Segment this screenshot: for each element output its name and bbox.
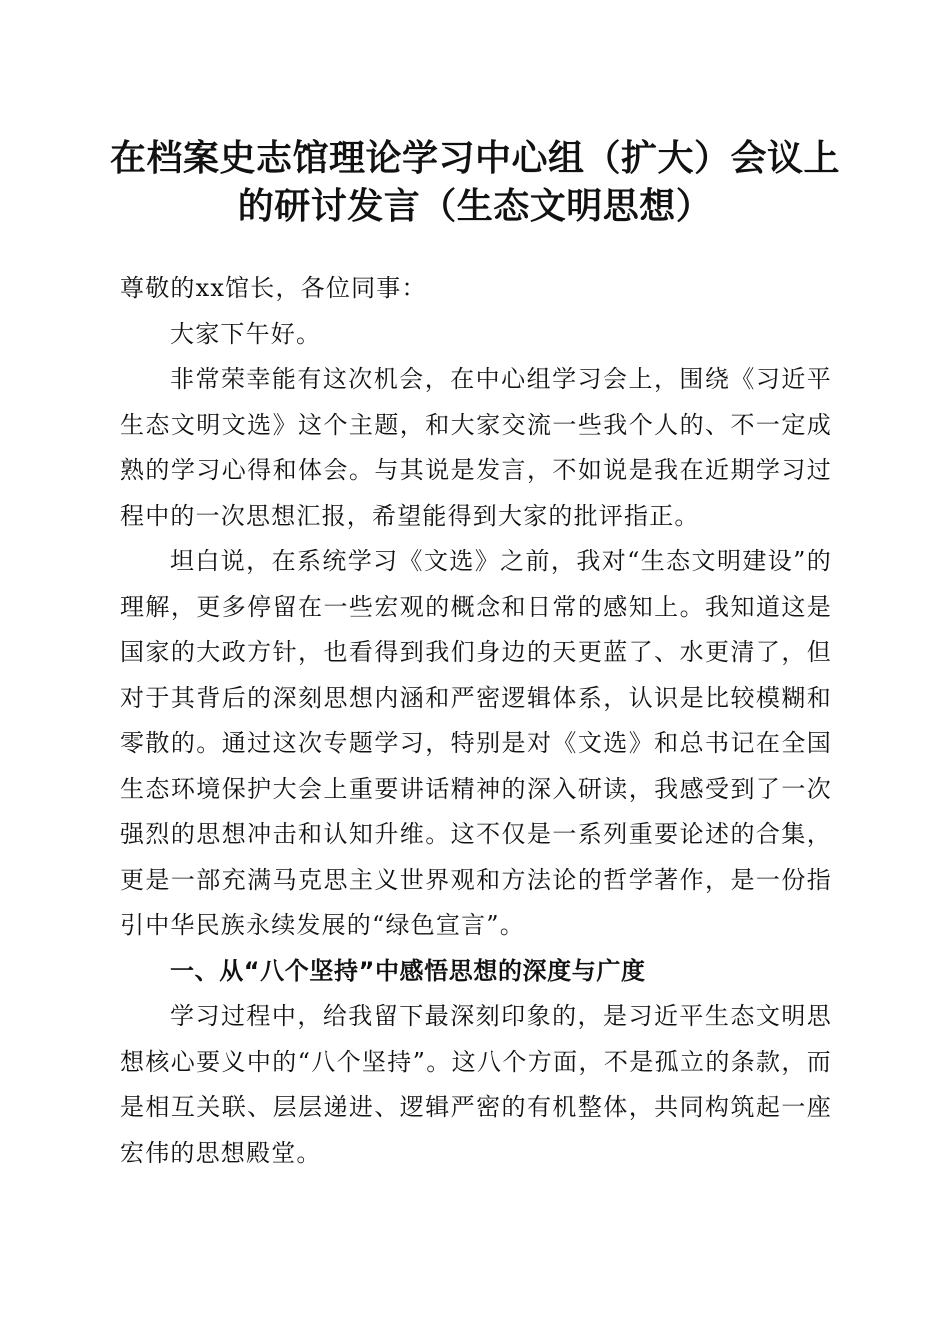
document-title xyxy=(80,134,870,230)
greeting: 尊敬的xx馆长，各位同事： xyxy=(120,274,427,302)
paragraph-introduction: 非常荣幸能有这次机会，在中心组学习会上，围绕《习近平生态文明文选》这个主题，和大家交流一些我个人的、不一定成熟的学习心得和体会。与其说是发言，不如说是我在近期学习过程中的一次思想汇报，希望能得到大家的批评指正。 xyxy=(120,365,832,530)
section-heading: 一、从“八个坚持”中感悟思想的深度与广度 xyxy=(170,956,646,985)
title-line-2: 的研讨发言（生态文明思想） xyxy=(237,185,713,227)
paragraph-reflection: 坦白说，在系统学习《文选》之前，我对“生态文明建设”的理解，更多停留在一些宏观的概念和日常的感知上。我知道这是国家的大政方针，也看得到我们身边的天更蓝了、水更清了，但对于其背后的深刻思想内涵和严密逻辑体系，认识是比较模糊和零散的。通过这次专题学习，特别是对《文选》和总书记在全国生态环境保护大会上重要讲话精神的深入研读，我感受到了一次强烈的思想冲击和认知升维。这不仅是一系列重要论述的合集，更是一部充满马克思主义世界观和方法论的哲学著作，是一份指引中华民族永续发展的“绿色宣言”。 xyxy=(120,547,832,939)
section-paragraph: 学习过程中，给我留下最深刻印象的，是习近平生态文明思想核心要义中的“八个坚持”。这八个方面，不是孤立的条款，而是相互关联、层层递进、逻辑严密的有机整体，共同构筑起一座宏伟的思想殿堂。 xyxy=(120,1002,832,1167)
document-body xyxy=(120,266,832,1176)
title-line-1: 在档案史志馆理论学习中心组（扩大）会议上 xyxy=(109,137,840,179)
paragraph-opening: 大家下午好。 xyxy=(170,319,322,348)
